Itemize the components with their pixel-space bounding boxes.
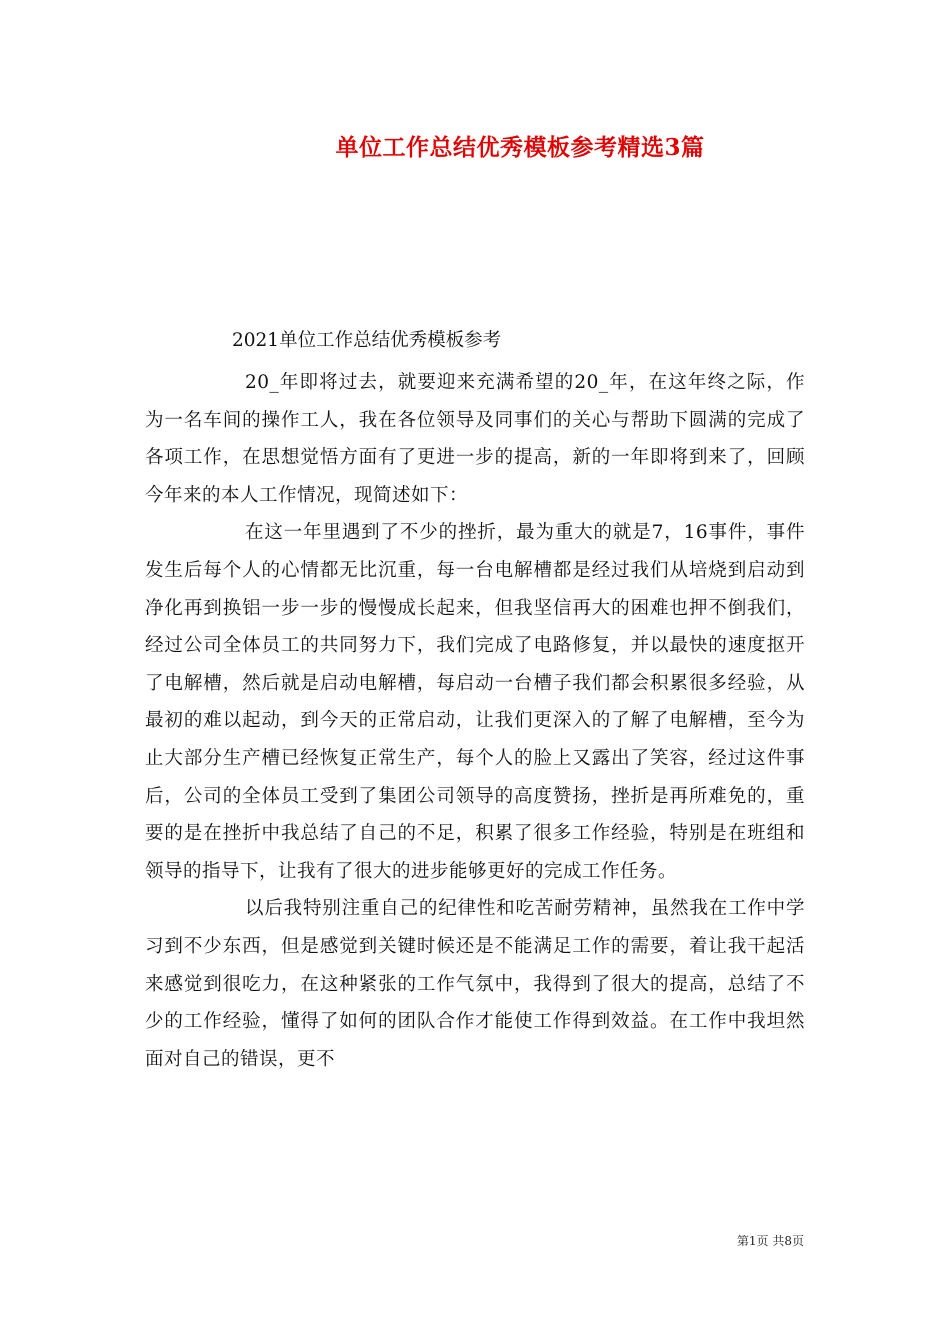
page-number: 第1页 共8页 — [736, 1234, 804, 1248]
paragraph-3: 以后我特别注重自己的纪律性和吃苦耐劳精神，虽然我在工作中学习到不少东西，但是感觉到关键时候还是不能满足工作的需要，着让我干起活来感觉到很吃力，在这种紧张的工作气氛中，我得到了很大的提高，总结了不少的工作经验，懂得了如何的团队合作才能使工作得到效益。在工作中我坦然面对自己的错误，更不 — [145, 898, 805, 1070]
document-title: 单位工作总结优秀模板参考精选3篇 — [335, 134, 705, 161]
document-body — [145, 364, 805, 1078]
paragraph-2: 在这一年里遇到了不少的挫折，最为重大的就是7，16事件，事件发生后每个人的心情都无比沉重，每一台电解槽都是经过我们从培烧到启动到净化再到换铝一步一步的慢慢成长起来，但我坚信再大的困难也押不倒我们，经过公司全体员工的共同努力下，我们完成了电路修复，并以最快的速度抠开了电解槽，然后就是启动电解槽，每启动一台槽子我们都会积累很多经验，从最初的难以起动，到今天的正常启动，让我们更深入的了解了电解槽，至今为止大部分生产槽已经恢复正常生产，每个人的脸上又露出了笑容，经过这件事后，公司的全体员工受到了集团公司领导的高度赞扬，挫折是再所难免的，重要的是在挫折中我总结了自己的不足，积累了很多工作经验，特别是在班组和领导的指导下，让我有了很大的进步能够更好的完成工作任务。 — [145, 522, 805, 882]
paragraph-1: 20_年即将过去，就要迎来充满希望的20_年，在这年终之际，作为一名车间的操作工人，我在各位领导及同事们的关心与帮助下圆满的完成了各项工作，在思想觉悟方面有了更进一步的提高，新的一年即将到来了，回顾今年来的本人工作情况，现简述如下： — [145, 372, 805, 506]
document-subtitle: 2021单位工作总结优秀模板参考 — [232, 330, 502, 351]
